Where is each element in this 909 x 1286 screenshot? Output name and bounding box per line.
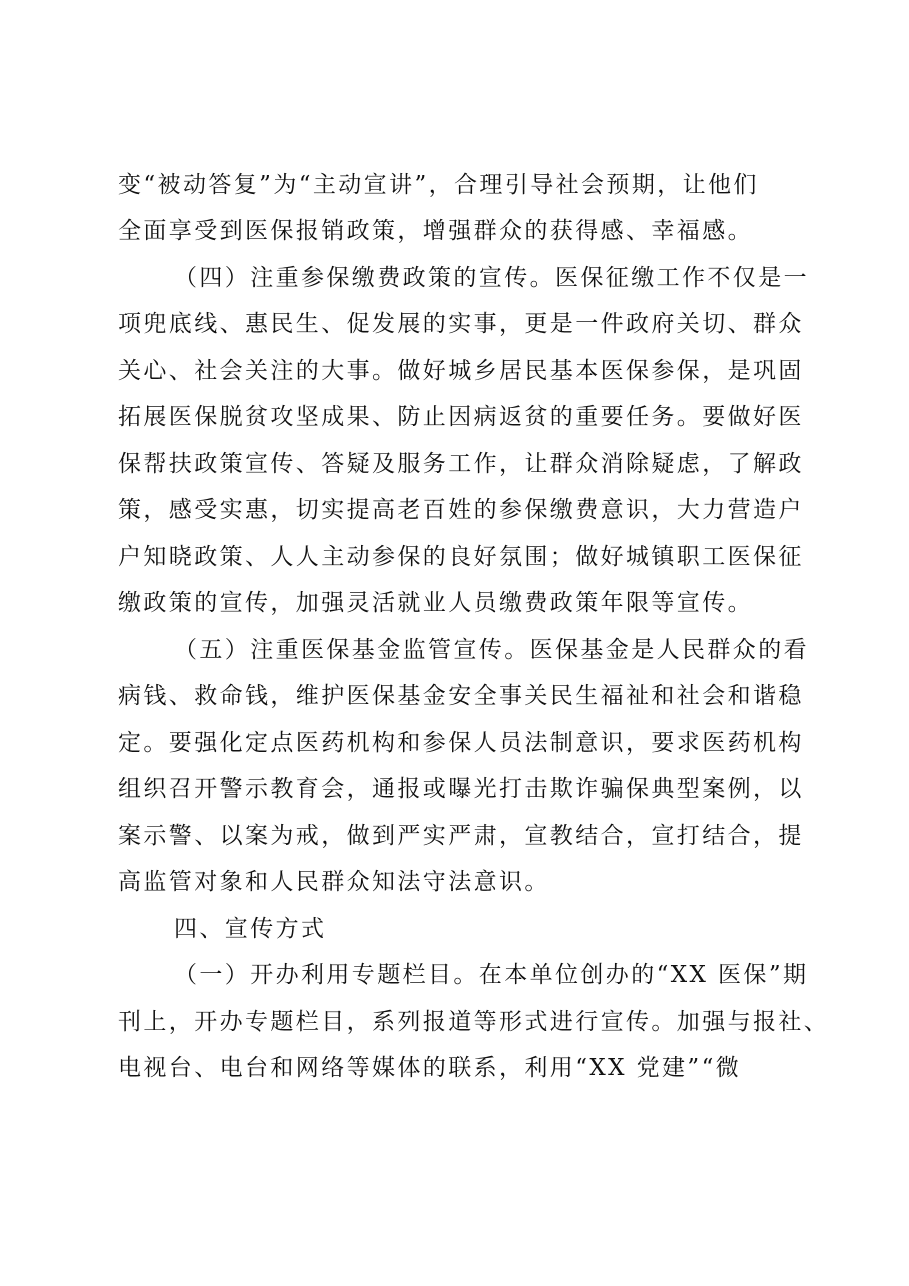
- section-paragraph-5-start: （五）注重医保基金监管宣传。医保基金是人民群众的看: [174, 637, 809, 663]
- text-line: 缴政策的宣传，加强灵活就业人员缴费政策年限等宣传。: [118, 590, 753, 616]
- section-paragraph-4-start: （四）注重参保缴费政策的宣传。医保征缴工作不仅是一: [174, 265, 809, 291]
- text-line: 关心、社会关注的大事。做好城乡居民基本医保参保，是巩固: [118, 358, 804, 384]
- text-line: 案示警、以案为戒，做到严实严肃，宣教结合，宣打结合，提: [118, 823, 804, 849]
- text-line: 病钱、救命钱，维护医保基金安全事关民生福祉和社会和谐稳: [118, 683, 804, 709]
- text-line: 组织召开警示教育会，通报或曝光打击欺诈骗保典型案例，以: [118, 776, 804, 802]
- text-line: 定。要强化定点医药机构和参保人员法制意识，要求医药机构: [118, 730, 804, 756]
- text-line: 高监管对象和人民群众知法守法意识。: [118, 869, 550, 895]
- text-line: 全面享受到医保报销政策，增强群众的获得感、幸福感。: [118, 218, 753, 244]
- text-line: 刊上，开办专题栏目，系列报道等形式进行宣传。加强与报社、: [118, 1009, 830, 1035]
- section-heading: 四、宣传方式: [174, 916, 327, 942]
- text-line: 策，感受实惠，切实提高老百姓的参保缴费意识，大力营造户: [118, 497, 804, 523]
- text-line: 项兜底线、惠民生、促发展的实事，更是一件政府关切、群众: [118, 311, 804, 337]
- subsection-paragraph-1-start: （一）开办利用专题栏目。在本单位创办的“XX 医保”期: [174, 962, 809, 988]
- text-line: 电视台、电台和网络等媒体的联系，利用“XX 党建”“微: [118, 1055, 742, 1081]
- text-line: 保帮扶政策宣传、答疑及服务工作，让群众消除疑虑，了解政: [118, 451, 804, 477]
- text-line: 户知晓政策、人人主动参保的良好氛围；做好城镇职工医保征: [118, 544, 804, 570]
- text-line: 变“被动答复”为“主动宣讲”，合理引导社会预期，让他们: [118, 172, 759, 198]
- text-line: 拓展医保脱贫攻坚成果、防止因病返贫的重要任务。要做好医: [118, 404, 804, 430]
